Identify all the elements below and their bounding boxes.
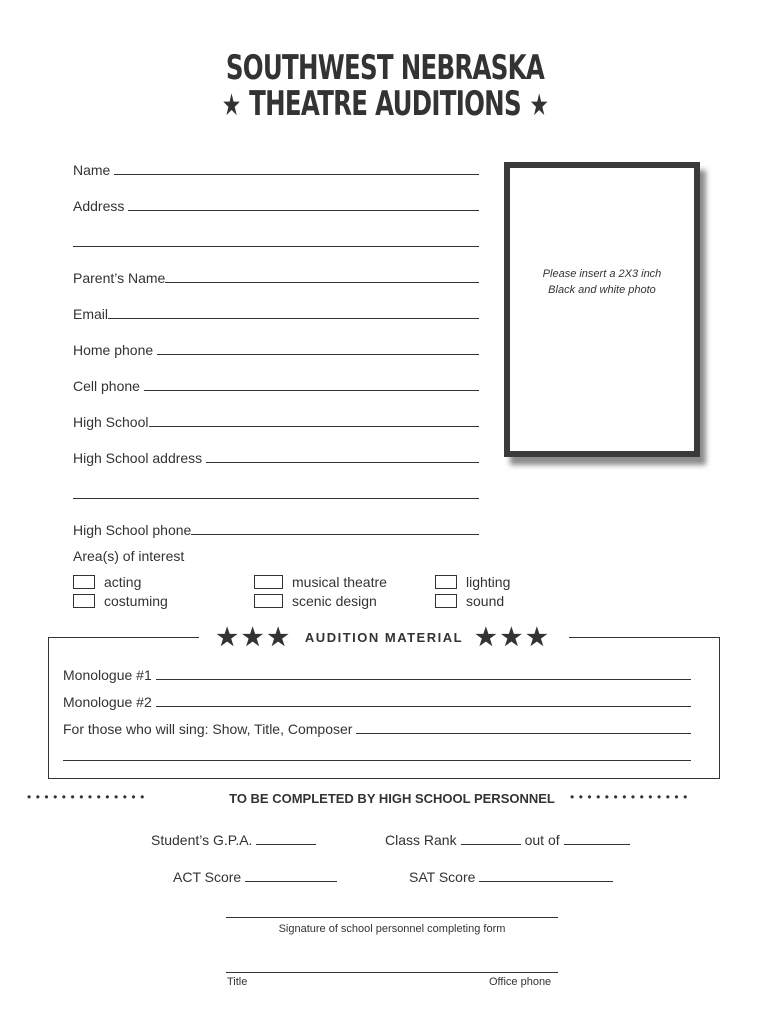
gpa-label: Student’s G.P.A.	[151, 832, 253, 848]
audition-material-header	[199, 625, 569, 649]
high-school-phone-input-line[interactable]	[191, 534, 479, 535]
high-school-address-line2-field[interactable]	[73, 480, 479, 502]
monologue1-field[interactable]	[63, 661, 691, 683]
song-line2-field[interactable]	[63, 742, 691, 764]
song-input-line[interactable]	[356, 733, 691, 734]
checkbox-box[interactable]	[254, 594, 283, 608]
areas-of-interest-label: Area(s) of interest	[73, 548, 185, 564]
monologue1-input-line[interactable]	[156, 679, 691, 680]
dotted-divider-right: ••••••••••••••	[570, 790, 692, 804]
class-rank-input-line[interactable]	[461, 844, 521, 845]
monologue2-field[interactable]	[63, 688, 691, 710]
checkbox-lighting[interactable]	[435, 573, 510, 591]
parents-name-label: Parent’s Name	[73, 270, 166, 286]
parents-name-input-line[interactable]	[165, 282, 479, 283]
form-title-text: THEATRE AUDITIONS	[249, 84, 521, 124]
email-field[interactable]	[73, 300, 479, 322]
home-phone-label: Home phone	[73, 342, 154, 358]
monologue2-input-line[interactable]	[156, 706, 691, 707]
high-school-address-input-line[interactable]	[206, 462, 479, 463]
checkbox-label: sound	[466, 593, 505, 609]
name-label: Name	[73, 162, 111, 178]
cell-phone-input-line[interactable]	[144, 390, 479, 391]
class-rank-field[interactable]	[385, 826, 630, 848]
checkbox-box[interactable]	[254, 575, 283, 589]
act-score-input-line[interactable]	[245, 881, 337, 882]
checkbox-box[interactable]	[435, 594, 457, 608]
form-title-line2	[108, 84, 662, 124]
high-school-field[interactable]	[73, 408, 479, 430]
home-phone-input-line[interactable]	[157, 354, 479, 355]
star-icon: ★	[529, 88, 549, 123]
address-field[interactable]	[73, 192, 479, 214]
email-label: Email	[73, 306, 109, 322]
star-icon: ★★★	[216, 623, 293, 651]
name-field[interactable]	[73, 156, 479, 178]
act-score-field[interactable]	[173, 863, 337, 885]
photo-instruction-line1: Please insert a 2X3 inch	[542, 268, 662, 280]
personnel-section-title: TO BE COMPLETED BY HIGH SCHOOL PERSONNEL	[229, 791, 555, 806]
form-title-line1: SOUTHWEST NEBRASKA	[225, 48, 545, 88]
checkbox-label: lighting	[466, 574, 511, 590]
audition-material-title: AUDITION MATERIAL	[304, 629, 464, 645]
checkbox-musical-theatre[interactable]	[254, 573, 387, 591]
home-phone-field[interactable]	[73, 336, 479, 358]
gpa-input-line[interactable]	[256, 844, 316, 845]
act-score-label: ACT Score	[173, 869, 242, 885]
name-input-line[interactable]	[114, 174, 479, 175]
song-line2-input-line[interactable]	[63, 760, 691, 761]
high-school-phone-label: High School phone	[73, 522, 192, 538]
high-school-address-field[interactable]	[73, 444, 479, 466]
checkbox-sound[interactable]	[435, 592, 504, 610]
cell-phone-field[interactable]	[73, 372, 479, 394]
checkbox-costuming[interactable]	[73, 592, 168, 610]
photo-instruction-line2: Black and white photo	[548, 284, 656, 296]
high-school-input-line[interactable]	[149, 426, 480, 427]
high-school-label: High School	[73, 414, 149, 430]
star-icon: ★	[221, 88, 241, 123]
office-phone-label: Office phone	[489, 976, 552, 988]
checkbox-label: scenic design	[292, 593, 377, 609]
high-school-address-line2-input-line[interactable]	[73, 498, 479, 499]
checkbox-label: costuming	[104, 593, 168, 609]
address-label: Address	[73, 198, 125, 214]
checkbox-box[interactable]	[73, 594, 95, 608]
song-label: For those who will sing: Show, Title, Composer	[63, 721, 353, 737]
monologue2-label: Monologue #2	[63, 694, 152, 710]
class-rank-label: Class Rank	[385, 832, 457, 848]
high-school-phone-field[interactable]	[73, 516, 479, 538]
checkbox-label: acting	[104, 574, 142, 590]
address-line2-input-line[interactable]	[73, 246, 479, 247]
title-phone-line[interactable]	[226, 972, 558, 973]
sat-score-field[interactable]	[409, 863, 613, 885]
address-line2-field[interactable]	[73, 228, 479, 250]
cell-phone-label: Cell phone	[73, 378, 140, 394]
checkbox-scenic-design[interactable]	[254, 592, 377, 610]
photo-instructions	[510, 266, 694, 298]
checkbox-acting[interactable]	[73, 573, 141, 591]
dotted-divider-left: ••••••••••••••	[27, 790, 149, 804]
sat-score-label: SAT Score	[409, 869, 476, 885]
checkbox-box[interactable]	[73, 575, 95, 589]
out-of-input-line[interactable]	[564, 844, 630, 845]
out-of-label: out of	[524, 832, 560, 848]
parents-name-field[interactable]	[73, 264, 479, 286]
sat-score-input-line[interactable]	[479, 881, 613, 882]
monologue1-label: Monologue #1	[63, 667, 152, 683]
high-school-address-label: High School address	[73, 450, 203, 466]
photo-placeholder	[504, 162, 700, 457]
title-label: Title	[227, 976, 248, 988]
song-field[interactable]	[63, 715, 691, 737]
address-input-line[interactable]	[128, 210, 479, 211]
gpa-field[interactable]	[151, 826, 316, 848]
email-input-line[interactable]	[108, 318, 479, 319]
signature-label: Signature of school personnel completing form	[278, 923, 506, 935]
signature-line[interactable]	[226, 917, 558, 918]
star-icon: ★★★	[475, 623, 552, 651]
checkbox-label: musical theatre	[292, 574, 387, 590]
checkbox-box[interactable]	[435, 575, 457, 589]
